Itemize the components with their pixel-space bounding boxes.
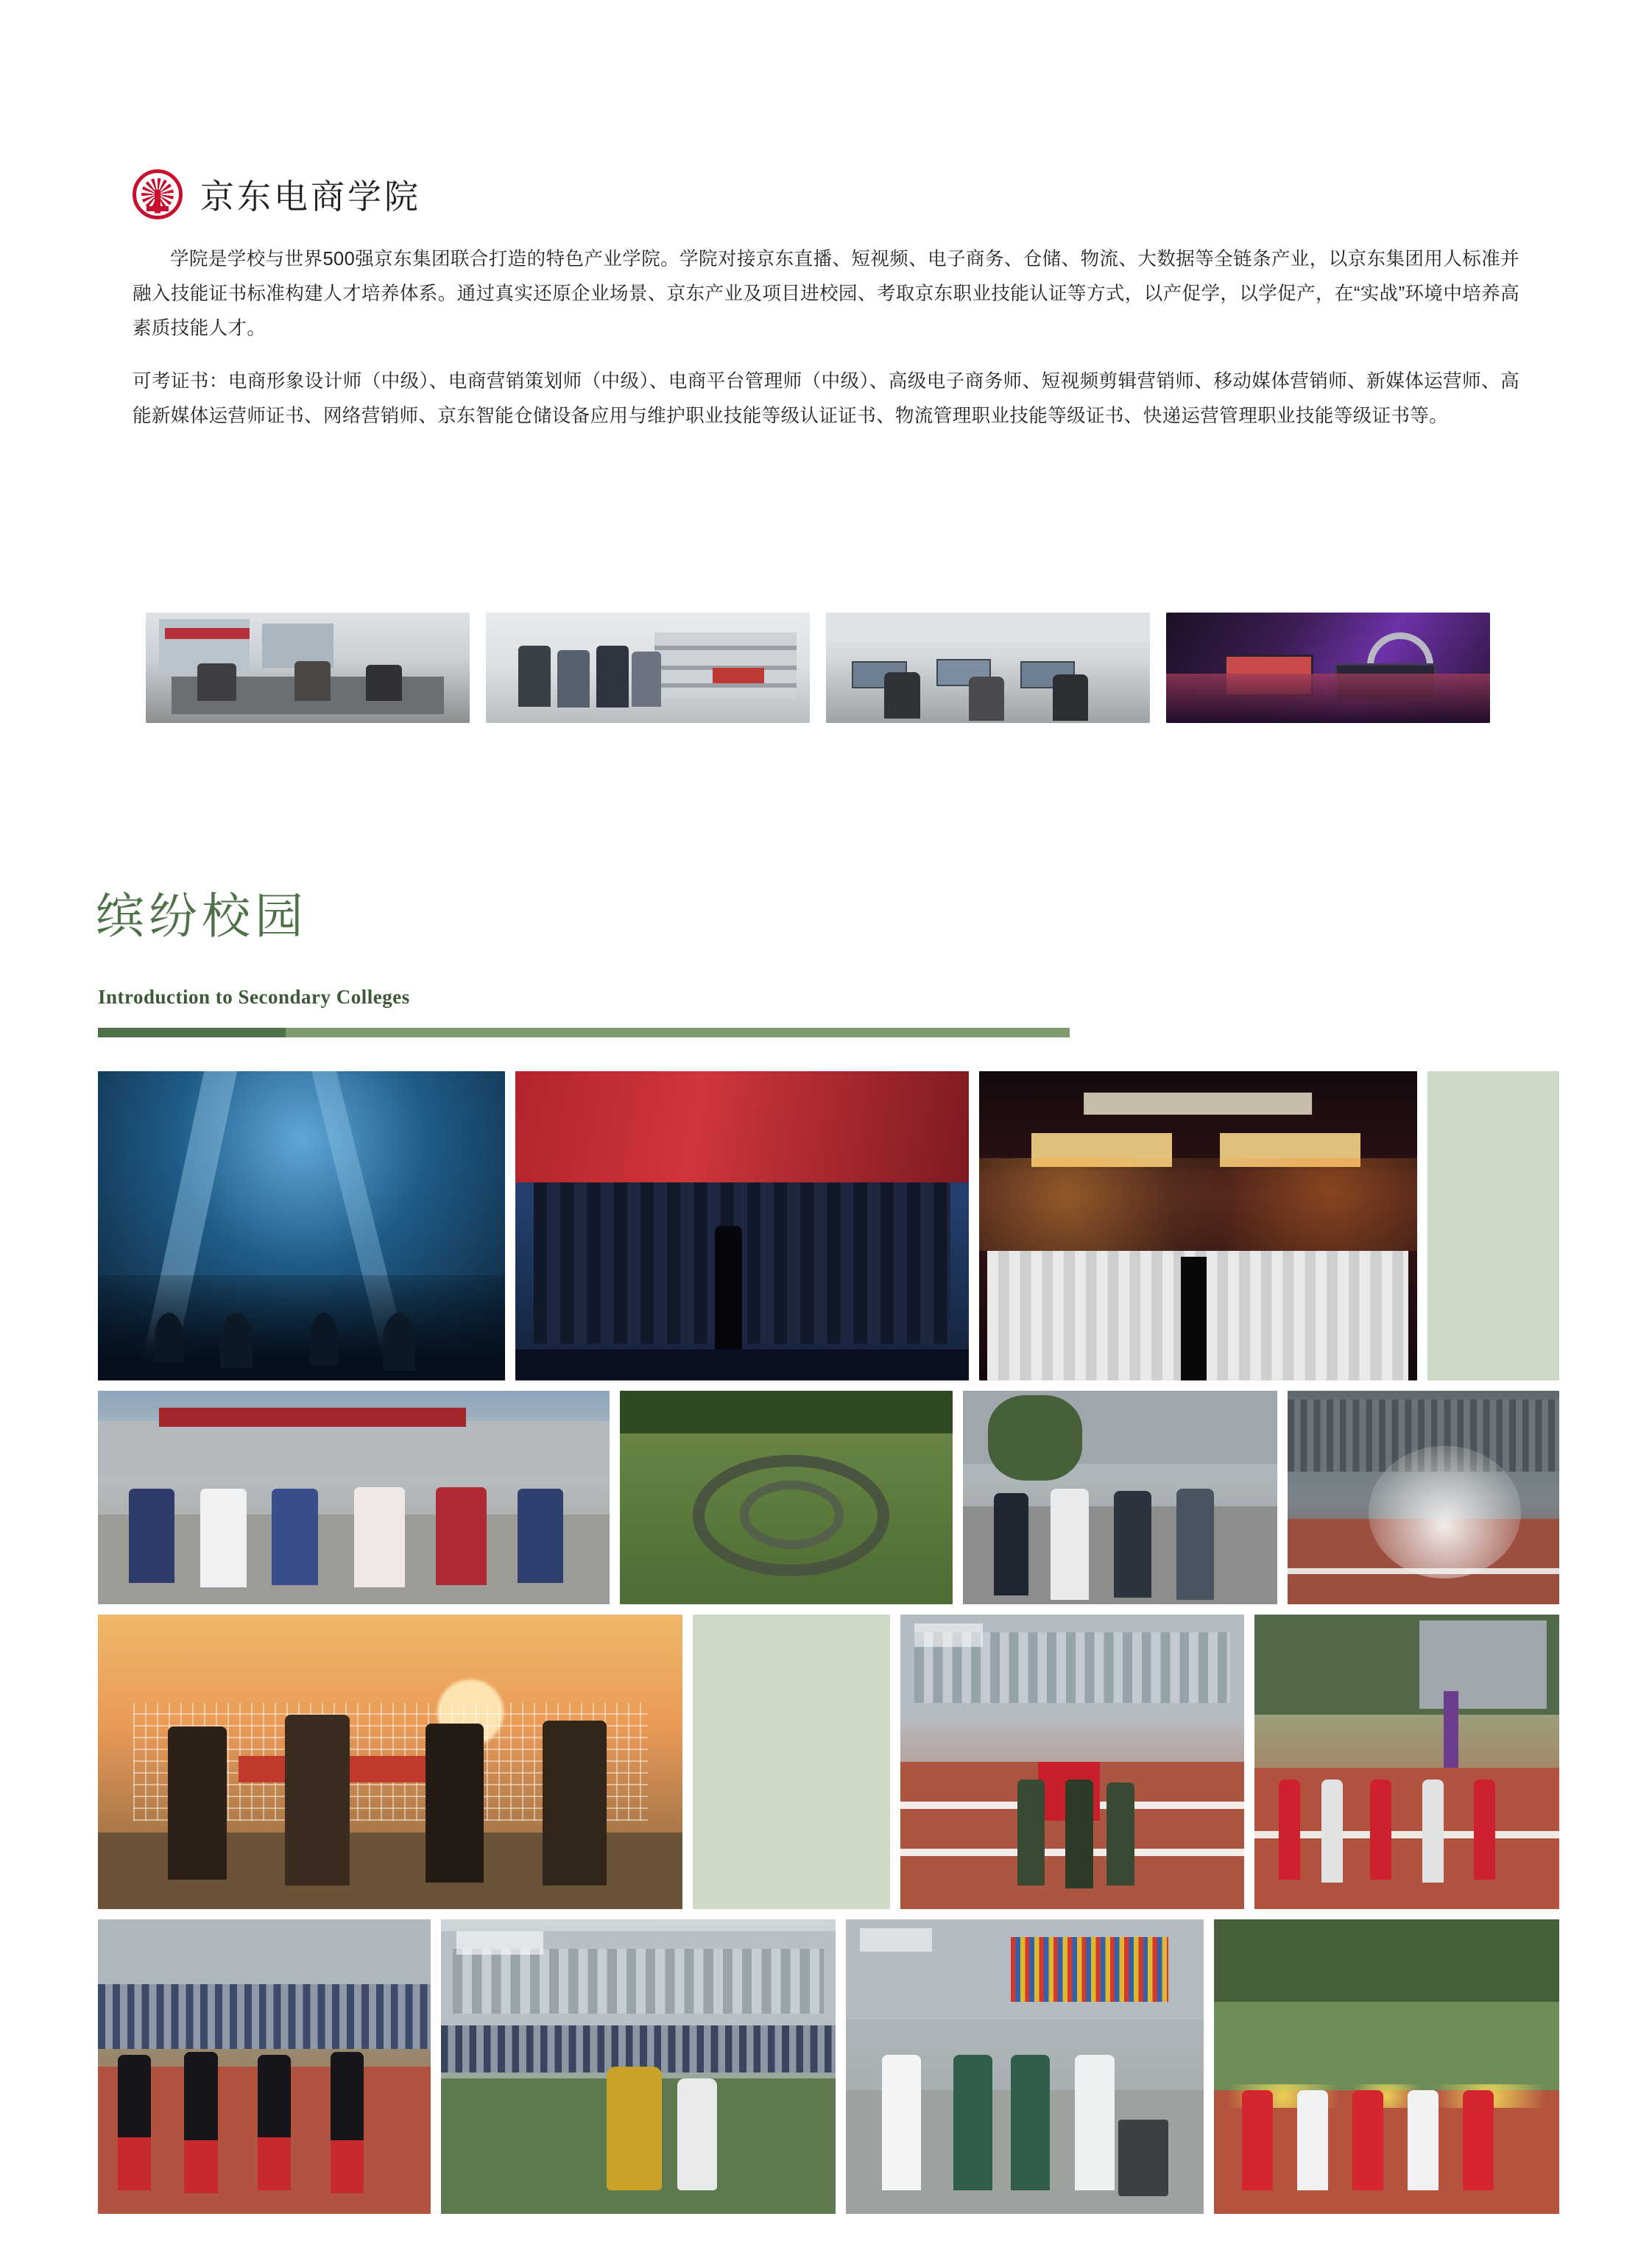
campus-section-title: 缤纷校园 <box>96 887 308 945</box>
jd-college-photo-strip <box>146 613 1522 723</box>
jd-college-paragraph-2: 可考证书：电商形象设计师（中级）、电商营销策划师（中级）、电商平台管理师（中级）、高级电子商务师、短视频剪辑营销师、移动媒体营销师、新媒体运营师、高能新媒体运营师证书、网络营销师、京东智能仓储设备应用与维护职业技能等级认证证书、物流管理职业技能等级证书、快递运营管理职业技能等级证书等。 <box>133 371 1519 426</box>
jd-computer-lab-photo <box>826 613 1150 723</box>
campus-photo-smoke-drill-track <box>1288 1391 1559 1604</box>
campus-photo-street-crowd <box>963 1391 1277 1604</box>
campus-grid-row-2 <box>98 1391 1559 1604</box>
campus-photo-mascot-field <box>441 1919 836 2214</box>
jd-college-title: 京东电商学院 <box>200 177 421 216</box>
campus-photo-grid <box>98 1071 1559 2224</box>
campus-photo-military-training-lawn <box>620 1391 953 1604</box>
campus-grid-row-4 <box>98 1919 1559 2214</box>
campus-photo-black-red-dance <box>98 1919 431 2214</box>
campus-placeholder-block-2 <box>693 1615 890 1909</box>
jd-college-heading <box>133 166 1652 223</box>
jd-college-paragraph-1: 学院是学校与世界500强京东集团联合打造的特色产业学院。学院对接京东直播、短视频、电子商务、仓储、物流、大数据等全链条产业，以京东集团用人标准并融入技能证书标准构建人才培养体系。通过真实还原企业场景、京东产业及项目进校园、考取京东职业技能认证等方式，以产促学，以学促产，在“实战”环境中培养高素质技能人才。 <box>133 248 1519 339</box>
jd-ecommerce-college-section <box>0 0 1652 453</box>
campus-photo-flag-ceremony-track <box>900 1615 1244 1909</box>
campus-photo-concert <box>98 1071 505 1380</box>
campus-photo-medical-parade <box>846 1919 1204 2214</box>
campus-photo-choir-stage <box>515 1071 969 1380</box>
campus-photo-volleyball-sunset <box>98 1615 682 1909</box>
jd-warehouse-training-photo <box>486 613 810 723</box>
campus-life-section <box>0 847 1652 1037</box>
campus-section-divider <box>98 1028 1070 1037</box>
campus-placeholder-block-1 <box>1427 1071 1559 1380</box>
campus-section-subtitle: Introduction to Secondary Colleges <box>98 985 410 1008</box>
campus-photo-ethnic-dance-plaza <box>98 1391 610 1604</box>
jd-college-body <box>133 242 1519 434</box>
jd-rotary-emblem-icon <box>133 169 183 219</box>
jd-live-streaming-studio-photo <box>1166 613 1490 723</box>
jd-office-practice-photo <box>146 613 470 723</box>
campus-grid-row-3 <box>98 1615 1559 1909</box>
campus-photo-red-skirt-parade <box>1254 1615 1559 1909</box>
campus-photo-chorus-competition-poster <box>979 1071 1418 1380</box>
campus-grid-row-1 <box>98 1071 1559 1380</box>
campus-photo-cheer-squad <box>1214 1919 1559 2214</box>
